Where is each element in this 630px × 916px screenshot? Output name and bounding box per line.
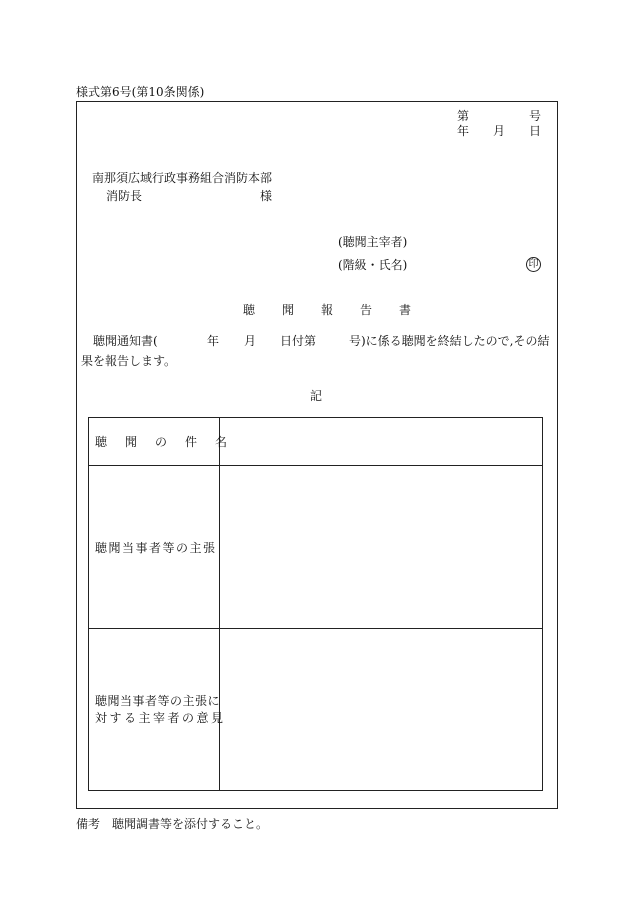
table-label-presider-opinion-line2: 対する主宰者の意見 xyxy=(95,711,226,725)
body-line1-suffix: 号)に係る聴聞を終結したので,その結 xyxy=(349,334,550,348)
table-row-divider xyxy=(88,465,543,466)
doc-number-dai: 第 xyxy=(457,109,470,123)
seal-mark: 印 xyxy=(526,257,541,272)
ki-label: 記 xyxy=(310,389,323,403)
body-line1-month: 月 xyxy=(244,334,257,348)
body-line1-prefix: 聴聞通知書( xyxy=(93,334,158,348)
footer-note: 備考 聴聞調書等を添付すること。 xyxy=(76,817,269,831)
table-label-presider-opinion-line1: 聴聞当事者等の主張に xyxy=(95,694,221,708)
addressee-title: 消防長 xyxy=(106,189,143,203)
table-column-divider xyxy=(219,417,220,791)
addressee-honorific: 様 xyxy=(260,189,273,203)
hearing-table xyxy=(88,417,543,791)
date-year: 年 xyxy=(457,124,470,138)
doc-number-go: 号 xyxy=(529,109,542,123)
sender-rank-name: (階級・氏名) xyxy=(338,258,408,272)
table-label-party-claims: 聴聞当事者等の主張 xyxy=(95,541,217,555)
table-row-divider xyxy=(88,628,543,629)
date-month: 月 xyxy=(493,124,506,138)
date-day: 日 xyxy=(529,124,542,138)
body-line1-day-no: 日付第 xyxy=(280,334,317,348)
body-line1-year: 年 xyxy=(207,334,220,348)
sender-role: (聴聞主宰者) xyxy=(338,235,408,249)
document-title: 聴聞報告書 xyxy=(243,303,439,317)
addressee-org: 南那須広域行政事務組合消防本部 xyxy=(92,171,273,185)
form-number: 様式第6号(第10条関係) xyxy=(76,85,205,99)
body-line2: 果を報告します。 xyxy=(81,354,177,368)
table-label-case-name: 聴聞の件名 xyxy=(95,435,246,449)
